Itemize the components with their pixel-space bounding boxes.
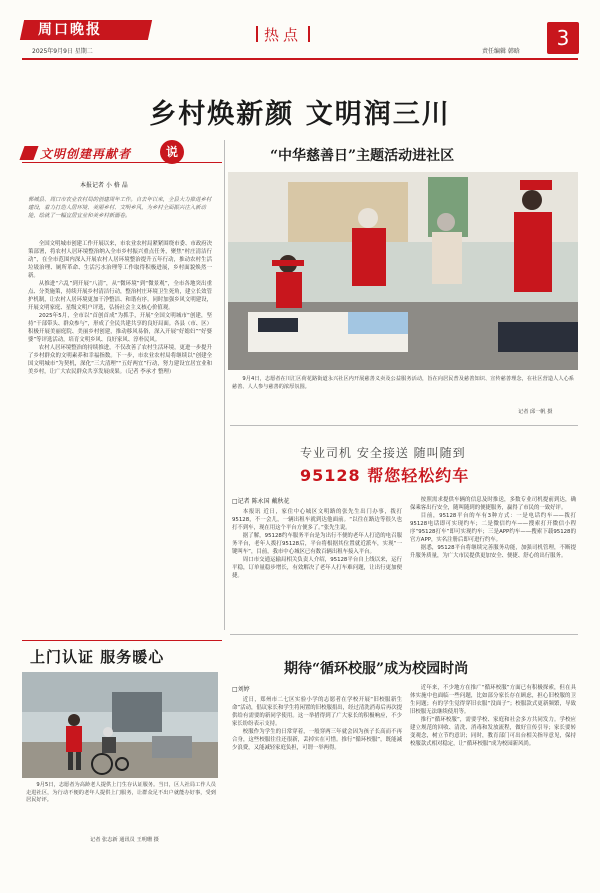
taxi-col1 bbox=[232, 508, 402, 580]
main-headline: 乡村焕新颜 文明润三川 bbox=[149, 99, 451, 130]
charity-caption: 9月4日，志愿者在川汇区荷花路街道永兴社区内开展慈善义卖及公益服务活动，旨在向居民普及慈善知识、宣传慈善理念，在社区营造人人心系慈善、人人参与慈善的浓厚氛围。 bbox=[232, 376, 574, 390]
column-lead: 郸城县、周口市农业农村局的创建周年工作。自去年以来，全县大力推进乡村建设，着力打造人居环境、美丽乡村、文明乡风，为乡村全面振兴注入新动能，绘就了一幅宜居宜业和美乡村新画卷。 bbox=[28, 197, 212, 219]
uniform-paragraph: 推行“循环校服”，需要学校、家庭和社会多方共同发力。学校应建立规范的回收、清洗、消毒和发放流程，做好宣传引导；家长要转变观念，树立节约意识；同时，教育部门可出台相关指导意见，保持校服款式相对稳定，让“循环校服”成为校园新风尚。 bbox=[410, 717, 576, 747]
column-body bbox=[28, 240, 212, 376]
uniform-byline: □刘婷 bbox=[232, 686, 250, 693]
service-caption: 9月5日，志愿者为高龄老人提供上门生存认证服务。当日，区人社局工作人员走进社区，为行动不便的老年人提供上门服务，让群众足不出户就能办好事，受到居民好评。 bbox=[26, 782, 216, 804]
taxi-paragraph: 目前，95128平台的车有3种方式：一是电话约车——拨打95128电话即可实现约车；二是微信约车——搜索打开微信小程序“95128打车”即可实现约车；三是APP约车——搜索下载95128的官方APP，实名注册后即可进行约车。 bbox=[410, 513, 576, 543]
service-photo bbox=[22, 672, 218, 778]
charity-story-title: “中华慈善日”主题活动进社区 bbox=[270, 148, 455, 164]
taxi-paragraph: 据了解，95128约车服务平台是为出行不便的老年人打造的电召服务平台，老年人拨打95128后，平台将根据其位置就近派车，实现“一键叫车”，目前，我市中心城区已有数百辆出租车接入平台。 bbox=[232, 533, 402, 555]
section-label bbox=[250, 24, 316, 45]
charity-photo bbox=[228, 172, 578, 370]
uniform-divider bbox=[230, 634, 578, 635]
charity-credit: 记者 邱一帆 摄 bbox=[518, 409, 553, 415]
ad-headline: 95128 帮您轻松约车 bbox=[300, 466, 470, 485]
taxi-paragraph: 据悉，95128平台将继续完善服务功能，加强司机管理，不断提升服务质量，为广大市民提供更加安全、便捷、舒心的出行服务。 bbox=[410, 545, 576, 559]
uniform-paragraph: 校服作为学生的日常穿着，一般穿两三年就会因为孩子长高而不再合身，这些校服往往还很新，丢掉实在可惜。推行“循环校服”，既能减少浪费，又能减轻家庭负担，可谓一举两得。 bbox=[232, 729, 402, 751]
uniform-paragraph: 近日，郑州市二七区实验小学的志愿者在学校开展“旧校服新生命”活动，倡议家长和学生将闲置的旧校服捐出，经过清洗消毒后再次提供给有需要的新同学使用。这一举措得到了广大家长的积极响应，不少家长纷纷表示支持。 bbox=[232, 697, 402, 727]
taxi-paragraph: 本报讯 近日，家住中心城区文明路的张先生出门办事，拨打95128，不一会儿，一辆出租车就到达他面前。“以往在路边等很久也打不到车，现在用这个平台方便多了。”张先生说。 bbox=[232, 509, 402, 531]
column-paragraph: 从推进“六乱”到开展“八清”，从“微环境”到“微景观”，全市各地突出重点、分类施策，持续开展乡村清洁行动，整治村庄环境卫生死角，建立长效管护机制，让农村人居环境更加干净整洁、和谐有序。同时加强乡风文明建设，开展文明家庭、星级文明户评选，弘扬社会主义核心价值观。 bbox=[28, 281, 212, 311]
issue-date: 2025年9月9日 星期二 bbox=[32, 48, 93, 55]
taxi-paragraph: 按照需求提供车辆的信息及时推送，多数专业司机提前到达，确保乘客出行安全，随叫随到的便捷服务，赢得了市民的一致好评。 bbox=[410, 497, 576, 511]
charity-photo-illustration bbox=[228, 172, 578, 370]
column-paragraph: 全国文明城市创建工作开展以来，市农业农村局紧紧围绕市委、市政府决策部署，将农村人居环境整治纳入全市乡村振兴重点任务，聚焦“村庄清洁行动”，在全市范围内深入开展农村人居环境整治提升五年行动，推动农村生活垃圾治理、厕所革命、生活污水治理等工作取得积极进展，乡村面貌焕然一新。 bbox=[28, 241, 212, 279]
taxi-col2 bbox=[410, 496, 576, 560]
uniform-story-title: 期待“循环校服”成为校园时尚 bbox=[284, 661, 469, 677]
column-badge: 说 bbox=[160, 140, 184, 164]
uniform-col1 bbox=[232, 696, 402, 752]
column-byline: 本报记者 小 格 晶 bbox=[80, 182, 128, 189]
vertical-divider bbox=[224, 140, 225, 630]
uniform-paragraph: 近年来，不少地方在推广“循环校服”方面已有积极探索，但在具体实施中也面临一些问题，比如部分家长存在顾虑，担心旧校服的卫生问题；有的学生觉得穿旧衣服“没面子”；校服款式更新频繁，导致旧校服无法继续使用等。 bbox=[410, 685, 576, 715]
uniform-col2 bbox=[410, 684, 576, 748]
column-kicker-rule bbox=[22, 162, 222, 163]
newspaper-logo bbox=[20, 20, 152, 40]
column-kicker: 文明创建再献者 bbox=[40, 147, 132, 161]
taxi-byline: □记者 陈永国 戴秋花 bbox=[232, 498, 290, 505]
service-credit: 记者 张志新 通讯员 王明珊 摄 bbox=[90, 837, 159, 843]
page-number: 3 bbox=[547, 22, 579, 54]
header-rule bbox=[22, 58, 578, 60]
kicker-slash bbox=[19, 146, 38, 160]
service-photo-illustration bbox=[22, 672, 218, 778]
ad-divider bbox=[230, 425, 578, 426]
column-paragraph: 2025年5月，全市以“首创首成”为抓手，开展“全国文明城市”创建，坚持“干部带头、群众参与”，形成了全民共建共享的良好局面。各县（市、区）积极开展美丽庭院、美丽乡村创建，推动移风易俗，深入开展“好媳妇”“好婆婆”等评选活动，培育文明乡风、良好家风、淳朴民风。 bbox=[28, 313, 212, 343]
column-paragraph: 农村人居环境整治的持续推进，不仅改善了农村生活环境，更进一步提升了乡村群众的文明素养和幸福指数。下一步，市农业农村局将继续以“创建全国文明城市”为契机，深化“三大清理”“五好两宜”行动，努力建设宜居宜业和美乡村，让广大农民群众共享发展成果。（记者 李承才 整理） bbox=[28, 345, 212, 375]
editor-credit: 责任编辑 韩晗 bbox=[482, 48, 520, 55]
newspaper-name: 周口晚报 bbox=[38, 22, 102, 38]
taxi-paragraph: 周口市交通运输局相关负责人介绍，95128平台自上线以来，运行平稳，订单量稳步增长，有效解决了老年人打车难问题，让出行更加便捷。 bbox=[232, 557, 402, 579]
section-divider bbox=[22, 640, 222, 641]
ad-slogan: 专业司机 安全接送 随叫随到 bbox=[300, 446, 466, 460]
service-story-title: 上门认证 服务暖心 bbox=[30, 648, 165, 666]
section-name: 热点 bbox=[264, 26, 303, 44]
